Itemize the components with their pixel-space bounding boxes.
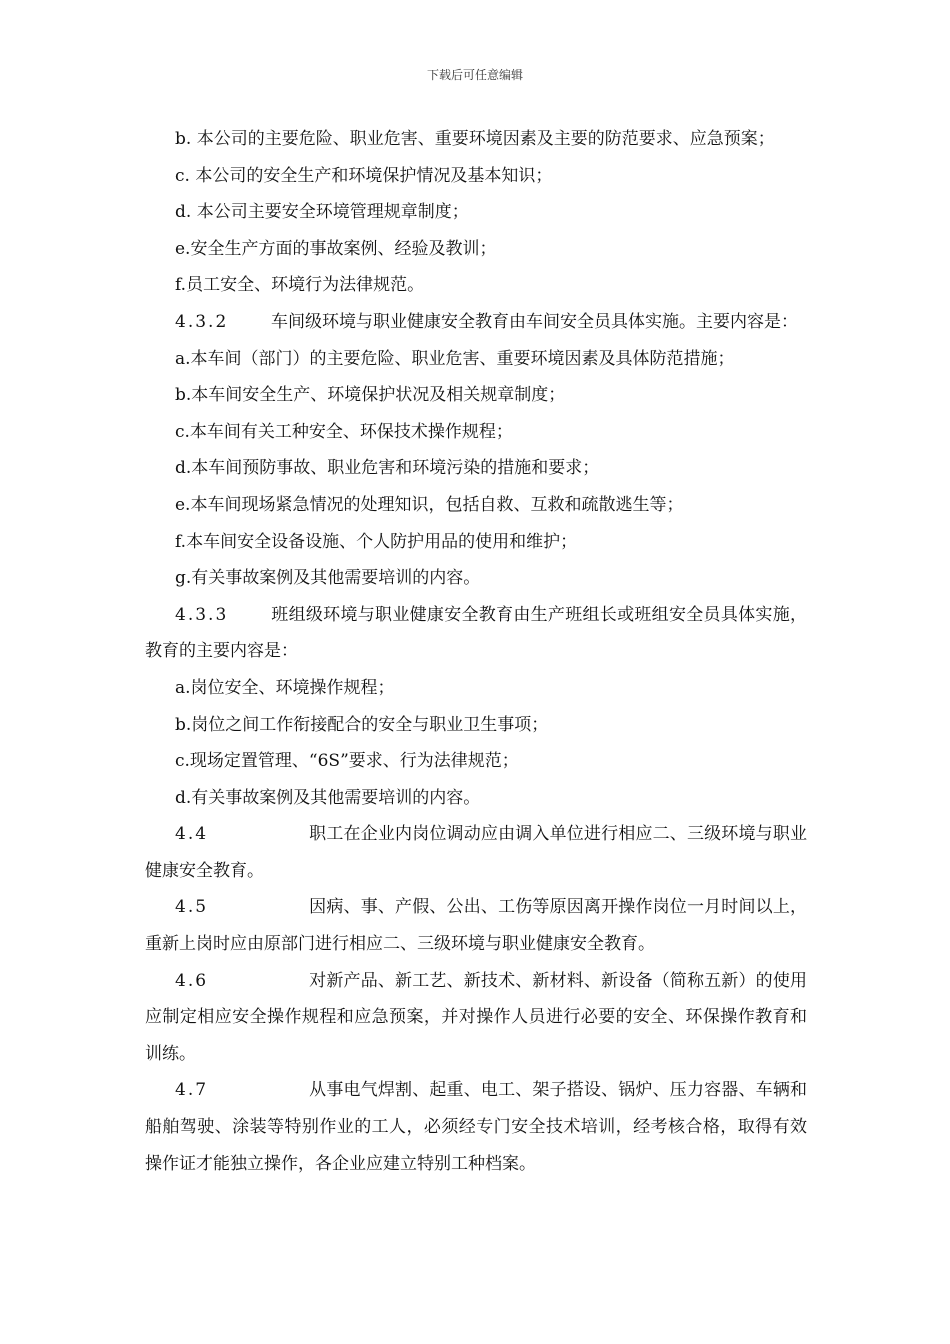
paragraph [145, 1072, 807, 1182]
paragraph [145, 487, 807, 524]
paragraph-text: 对新产品、新工艺、新技术、新材料、新设备（简称五新）的使用应制定相应安全操作规程和应急预案，并对操作人员进行必要的安全、环保操作教育和训练。 [145, 970, 807, 1064]
paragraph-text: d.有关事故案例及其他需要培训的内容。 [175, 787, 481, 808]
paragraph-text: 车间级环境与职业健康安全教育由车间安全员具体实施。主要内容是： [271, 311, 798, 332]
paragraph-text: b. 本公司的主要危险、职业危害、重要环境因素及主要的防范要求、应急预案； [175, 129, 775, 149]
paragraph-text: f.本车间安全设备设施、个人防护用品的使用和维护； [175, 531, 578, 552]
paragraph [145, 780, 807, 817]
paragraph-text: b.岗位之间工作衔接配合的安全与职业卫生事项； [175, 714, 549, 735]
paragraph-text: f.员工安全、环境行为法律规范。 [175, 275, 425, 296]
paragraph [145, 377, 807, 414]
section-number: 4.7 [175, 1080, 209, 1101]
paragraph [145, 524, 807, 561]
paragraph [145, 341, 807, 378]
paragraph-text: c.本车间有关工种安全、环保技术操作规程； [175, 421, 513, 442]
paragraph [145, 231, 807, 268]
paragraph-text: d.本车间预防事故、职业危害和环境污染的措施和要求； [175, 458, 600, 479]
paragraph [145, 450, 807, 487]
paragraph-text: 从事电气焊割、起重、电工、架子搭设、锅炉、压力容器、车辆和船舶驾驶、涂装等特别作业的工人，必须经专门安全技术培训，经考核合格，取得有效操作证才能独立操作，各企业应建立特别工种档案。 [145, 1080, 807, 1174]
paragraph-text: a.本车间（部门）的主要危险、职业危害、重要环境因素及具体防范措施； [175, 348, 735, 369]
paragraph [145, 597, 807, 670]
paragraph [145, 889, 807, 962]
section-number: 4.3.3 [175, 604, 229, 625]
paragraph [145, 194, 807, 231]
paragraph-text: c.现场定置管理、“6S”要求、行为法律规范； [175, 751, 519, 772]
section-number: 4.4 [175, 824, 209, 845]
paragraph-text: e.本车间现场紧急情况的处理知识，包括自救、互救和疏散逃生等； [175, 494, 684, 515]
paragraph [145, 963, 807, 1073]
paragraph [145, 267, 807, 304]
paragraph [145, 158, 807, 195]
paragraph [145, 816, 807, 889]
paragraph [145, 670, 807, 707]
paragraph-text: a.岗位安全、环境操作规程； [175, 677, 395, 698]
paragraph-text: b.本车间安全生产、环境保护状况及相关规章制度； [175, 385, 566, 406]
page-header: 下载后可任意编辑 [426, 68, 523, 82]
paragraph-text: d. 本公司主要安全环境管理规章制度； [175, 202, 469, 223]
paragraph-text: g.有关事故案例及其他需要培训的内容。 [175, 568, 481, 589]
paragraph-text: c. 本公司的安全生产和环境保护情况及基本知识； [175, 165, 553, 186]
paragraph-text: 职工在企业内岗位调动应由调入单位进行相应二、三级环境与职业健康安全教育。 [145, 824, 807, 881]
paragraph [145, 304, 807, 341]
paragraph [145, 121, 807, 158]
section-number: 4.6 [175, 970, 209, 991]
paragraph [145, 560, 807, 597]
paragraph-text: 班组级环境与职业健康安全教育由生产班组长或班组安全员具体实施，教育的主要内容是： [145, 604, 807, 662]
section-number: 4.5 [175, 897, 209, 918]
paragraph [145, 707, 807, 744]
paragraph-text: e.安全生产方面的事故案例、经验及教训； [175, 238, 497, 259]
document-body [145, 121, 807, 1182]
paragraph-text: 因病、事、产假、公出、工伤等原因离开操作岗位一月时间以上，重新上岗时应由原部门进行相应二、三级环境与职业健康安全教育。 [145, 897, 807, 955]
section-number: 4.3.2 [175, 311, 229, 332]
paragraph [145, 743, 807, 780]
paragraph [145, 414, 807, 451]
